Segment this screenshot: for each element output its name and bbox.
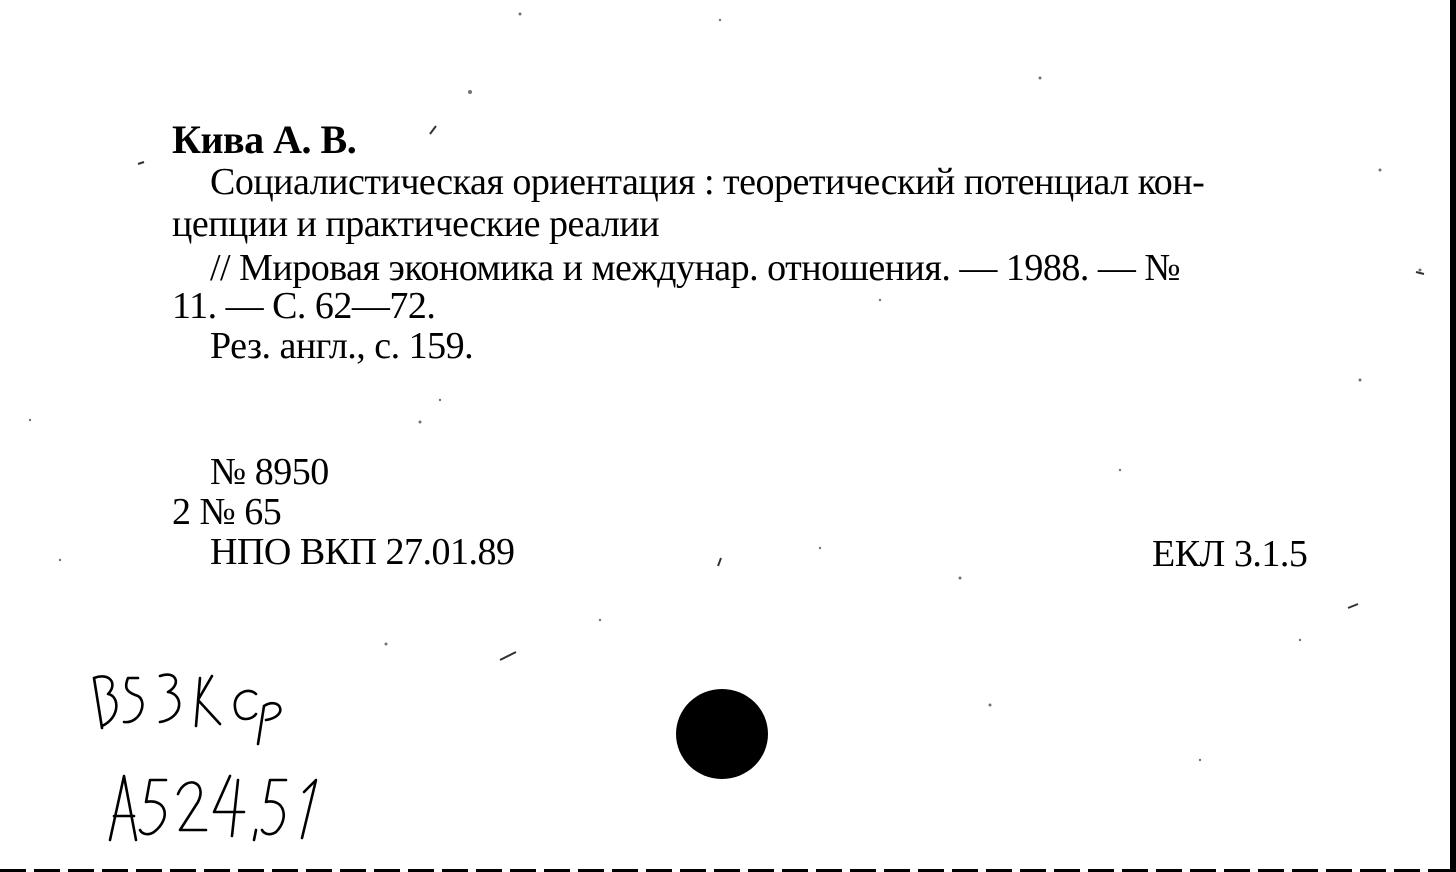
publisher-date: НПО ВКП 27.01.89 xyxy=(210,531,515,573)
source-line-1: // Мировая экономика и междунар. отношения. — 1988. — № xyxy=(210,247,1181,289)
card-right-edge xyxy=(1450,0,1456,872)
summary-note: Рез. англ., с. 159. xyxy=(210,325,474,367)
author-name: Кива А. В. xyxy=(172,117,357,162)
handwritten-shelf-mark xyxy=(80,670,340,850)
accession-number: № 8950 xyxy=(210,451,329,493)
title-line-1: Социалистическая ориентация : теоретический потенциал кон- xyxy=(210,161,1205,203)
source-line-2: 11. — С. 62—72. xyxy=(172,285,436,327)
classification-code: ЕКЛ 3.1.5 xyxy=(1152,533,1308,575)
punch-hole xyxy=(676,688,770,782)
copy-number: 2 № 65 xyxy=(172,491,282,533)
title-line-2: цепции и практические реалии xyxy=(172,203,660,245)
